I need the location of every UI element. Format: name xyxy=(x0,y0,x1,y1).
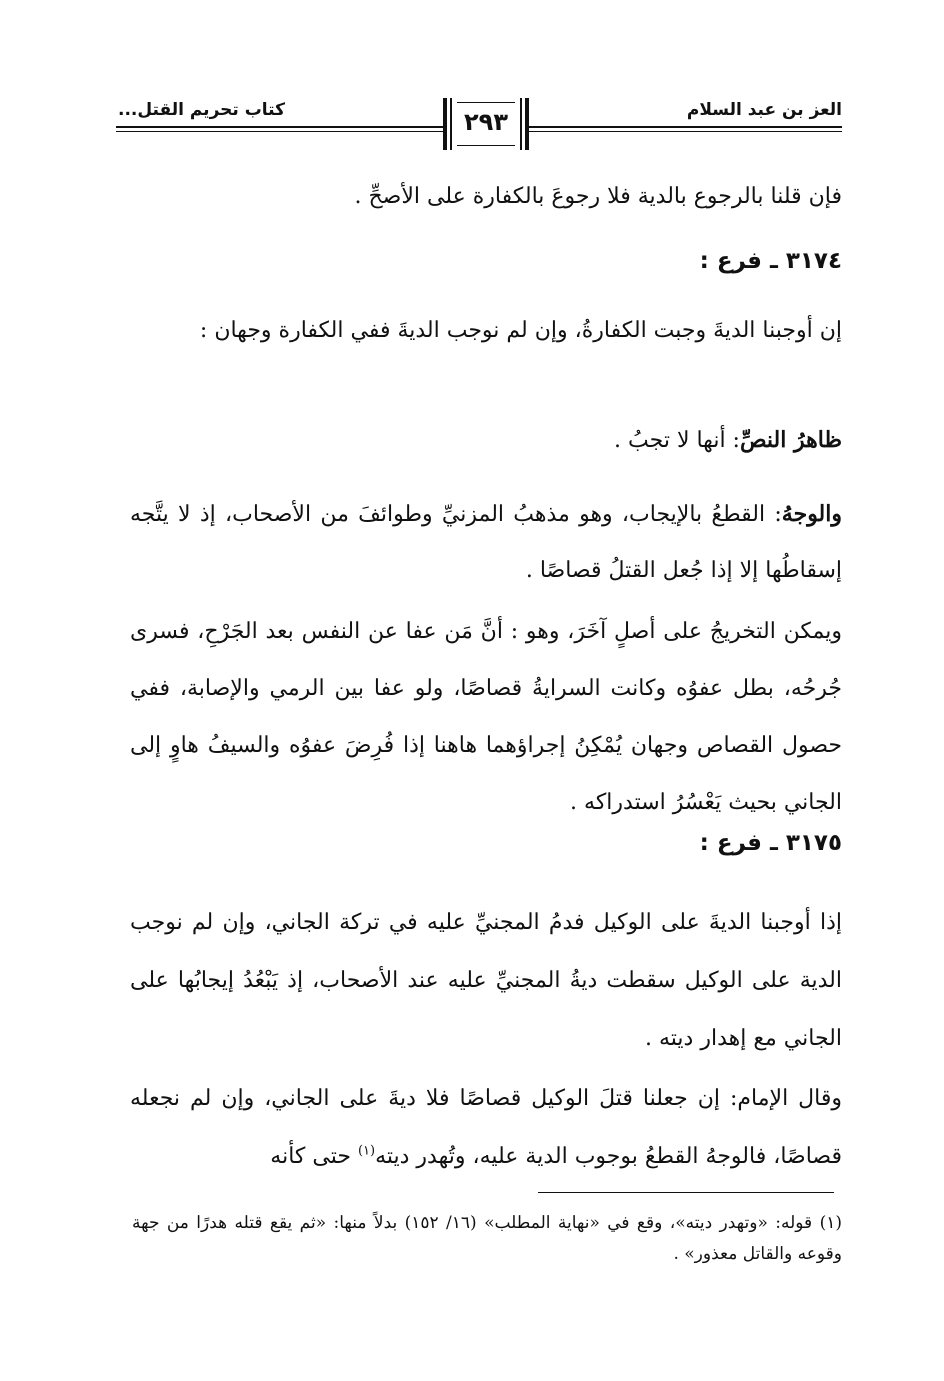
paragraph-7-b: حتى كأنه xyxy=(270,1144,358,1169)
paragraph-5: ويمكن التخريجُ على أصلٍ آخَرَ، وهو : أنَّ مَن عفا عن النفس بعد الجَرْحِ، فسرى جُرحُه، بطل عفوُه وكانت السرايةُ قصاصًا، ولو عفا بين الرمي والإصابة، ففي حصول القصاص وجهان يُمْكِنُ إجراؤهما هاهنا إذا فُرِضَ عفوُه والسيفُ هاوٍ إلى الجاني بحيث يَعْسُرُ استدراكه . xyxy=(130,619,842,815)
paragraph-1: فإن قلنا بالرجوع بالدية فلا رجوعَ بالكفارة على الأصحِّ . xyxy=(354,184,842,209)
section-heading-3175: ٣١٧٥ ـ فرع : xyxy=(699,830,842,856)
paragraph-2: إن أوجبنا الديةَ وجبت الكفارةُ، وإن لم نوجب الديةَ ففي الكفارة وجهان : xyxy=(199,318,842,343)
paragraph-3-lead: ظاهرُ النصِّ xyxy=(739,427,842,453)
page-number-frame xyxy=(443,98,529,150)
paragraph-7 xyxy=(130,1070,842,1186)
paragraph-4-body: : القطعُ بالإيجاب، وهو مذهبُ المزنيِّ وطوائفَ من الأصحاب، إذ لا يتَّجه إسقاطُها إلا إذا جُعل القتلُ قصاصًا . xyxy=(130,502,842,583)
paragraph-4 xyxy=(130,486,842,599)
footnote-text: قوله: «وتهدر ديته»، وقع في «نهاية المطلب» (١٦/ ١٥٢) بدلاً منها: «ثم يقع قتله هدرًا من جهة وقوعه والقاتل معذور» . xyxy=(132,1213,842,1264)
footnote-reference: (١) xyxy=(357,1143,376,1159)
header-book-section: كتاب تحريم القتل... xyxy=(118,100,285,120)
header-author: العز بن عبد السلام xyxy=(686,100,842,120)
page-number: ٢٩٣ xyxy=(464,108,508,136)
footnote-marker: (١) xyxy=(819,1213,842,1233)
footnote xyxy=(132,1208,842,1270)
paragraph-6: إذا أوجبنا الديةَ على الوكيل فدمُ المجنيِّ عليه في تركة الجاني، وإن لم نوجب الدية على الوكيل سقطت ديةُ المجنيِّ عليه عند الأصحاب، إذ يَبْعُدُ إيجابُها على الجاني مع إهدار ديته . xyxy=(130,910,842,1051)
paragraph-3 xyxy=(130,424,842,457)
paragraph-3-body: : أنها لا تجبُ . xyxy=(614,428,740,453)
paragraph-4-lead: والوجهُ xyxy=(781,501,842,527)
footnote-rule xyxy=(538,1192,834,1193)
section-heading-3174: ٣١٧٤ ـ فرع : xyxy=(699,248,842,274)
paragraph-7-a: وقال الإمام: إن جعلنا قتلَ الوكيل قصاصًا فلا ديةَ على الجاني، وإن لم نجعله قصاصًا، فالوجهُ القطعُ بوجوب الدية عليه، وتُهدر ديته xyxy=(130,1086,842,1169)
